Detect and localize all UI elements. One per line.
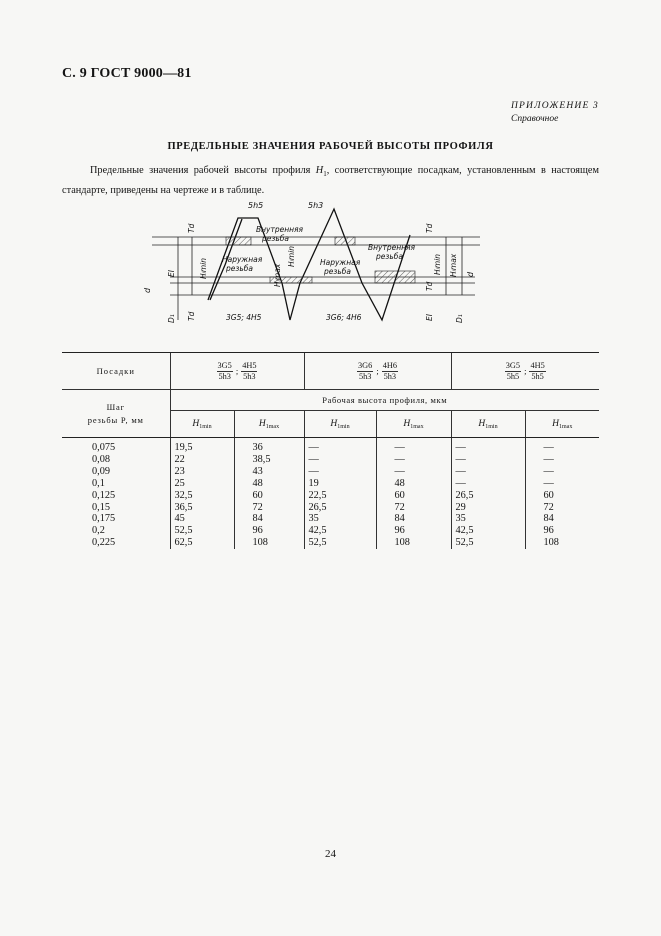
page-number: 24 [325, 848, 336, 860]
intro-paragraph [62, 163, 599, 198]
value-cell: 52,5 [304, 537, 376, 549]
hatched-area-right-top [335, 237, 355, 245]
value-cell: — [525, 454, 599, 466]
external-thread-label-left-2: резьба [226, 264, 254, 273]
td-label-right: Td [425, 223, 434, 233]
value-cell: — [376, 454, 451, 466]
pitch-label-line1: Шаг [106, 401, 125, 412]
fit-numerator: 4H5 [530, 360, 545, 370]
value-cell: 36 [234, 438, 304, 454]
thread-profile-drawing [130, 195, 490, 330]
value-cell: — [525, 438, 599, 454]
internal-thread-label-right: Внутренняя [368, 243, 416, 252]
value-cell: 19 [304, 478, 376, 490]
d1-label-left: D₁ [167, 314, 176, 323]
value-cell: — [451, 438, 525, 454]
value-cell: 23 [170, 466, 234, 478]
value-cell: 84 [234, 513, 304, 525]
value-cell: — [304, 466, 376, 478]
value-cell: — [304, 438, 376, 454]
value-cell: 60 [234, 490, 304, 502]
value-cell: — [451, 478, 525, 490]
fit-fraction [241, 361, 257, 382]
table-row [62, 490, 599, 502]
value-cell: — [451, 466, 525, 478]
col-h1min-1 [170, 411, 234, 438]
fit-label-top-left: 5h5 [248, 201, 264, 210]
working-height-label: Рабочая высота профиля, мкм [170, 390, 599, 411]
fits-label: Посадки [62, 353, 170, 390]
intro-text-start: Предельные значения рабочей высоты профиля [90, 165, 316, 176]
fit-group-2: $\frac{3G6}{5h3}$ ; $\frac{4H6}{5h3}$ [304, 353, 451, 390]
col-subscript: 1min [337, 423, 350, 430]
pitch-cell: 0,2 [92, 525, 105, 537]
fit-denominator: 5h3 [218, 371, 231, 381]
td1-label-left: Td [187, 311, 196, 321]
pitch-cell: 0,08 [92, 453, 111, 465]
d-label-left: d [143, 287, 152, 293]
fit-numerator: 3G5 [217, 360, 232, 370]
pitch-cell: 0,1 [92, 477, 105, 489]
fit-fraction [357, 361, 373, 382]
table-row [62, 454, 599, 466]
fit-label-bottom-right: 3G6; 4H6 [326, 313, 362, 322]
hmin-label-mid: Hₗmin [287, 245, 296, 267]
col-h1min-3 [451, 411, 525, 438]
d-label-right: d [466, 271, 475, 277]
col-symbol: H [403, 418, 411, 429]
col-h1max-3 [525, 411, 599, 438]
internal-thread-label-right-2: резьба [376, 252, 404, 261]
working-height-table [62, 352, 599, 549]
value-cell: 72 [525, 502, 599, 514]
value-cell: 26,5 [304, 502, 376, 514]
appendix-number: ПРИЛОЖЕНИЕ 3 [510, 101, 599, 111]
col-subscript: 1max [265, 423, 280, 430]
col-symbol: H [478, 418, 486, 429]
value-cell: 26,5 [451, 490, 525, 502]
fit-label-bottom-left: 3G5; 4H5 [226, 313, 262, 322]
value-cell: 96 [376, 525, 451, 537]
intro-symbol: H [315, 165, 324, 176]
pitch-label [62, 390, 170, 438]
table-row [62, 438, 599, 454]
intro-symbol-sub: 1 [323, 170, 327, 179]
value-cell: 72 [376, 502, 451, 514]
value-cell: 19,5 [170, 438, 234, 454]
fit-denominator: 5h5 [506, 371, 520, 381]
fit-fraction [217, 361, 233, 382]
table-row [62, 478, 599, 490]
fit-numerator: 4H6 [382, 360, 397, 370]
hatched-area-right-bottom [375, 271, 415, 283]
value-cell: 42,5 [451, 525, 525, 537]
value-cell: 84 [525, 513, 599, 525]
value-cell: 60 [525, 490, 599, 502]
value-cell: 96 [525, 525, 599, 537]
fit-label-top-right: 5h3 [308, 201, 324, 210]
fit-fraction [382, 361, 398, 382]
internal-thread-label-left-2: резьба [262, 234, 290, 243]
col-subscript: 1max [410, 423, 424, 430]
pitch-cell: 0,09 [92, 465, 111, 477]
value-cell: — [525, 466, 599, 478]
col-symbol: H [330, 418, 338, 429]
page-header: С. 9 ГОСТ 9000—81 [62, 66, 192, 81]
hmin-label-right: Hₗmin [433, 253, 442, 275]
value-cell: 36,5 [170, 502, 234, 514]
value-cell: 52,5 [170, 525, 234, 537]
value-cell: 22 [170, 454, 234, 466]
table-header-fits [62, 353, 599, 390]
td1-label-right: Td [425, 281, 434, 291]
appendix-label [511, 100, 599, 126]
col-symbol: H [192, 418, 200, 429]
value-cell: 32,5 [170, 490, 234, 502]
external-thread-label-right: Наружная [320, 258, 361, 267]
pitch-cell: 0,225 [92, 537, 116, 549]
internal-thread-label-left: Внутренняя [256, 225, 304, 234]
d1-label-right: D₁ [455, 314, 464, 323]
pitch-cell: 0,175 [92, 513, 116, 525]
fit-numerator: 4H5 [242, 360, 257, 370]
col-symbol: H [258, 418, 266, 429]
value-cell: 35 [304, 513, 376, 525]
pitch-label-line2: резьбы P, мм [87, 414, 144, 425]
value-cell: 42,5 [304, 525, 376, 537]
value-cell: 48 [234, 478, 304, 490]
value-cell: 43 [234, 466, 304, 478]
table-row [62, 525, 599, 537]
intro-text-end: , соответствующие посадкам, установленным в настоящем стандарте, приведены на чертеже и в таблице. [62, 165, 599, 196]
value-cell: — [376, 466, 451, 478]
external-thread-label-right-2: резьба [324, 267, 352, 276]
fit-group-1: $\frac{3G5}{5h3}$ ; $\frac{4H5}{5h3}$ [170, 353, 304, 390]
value-cell: 45 [170, 513, 234, 525]
value-cell: 108 [525, 537, 599, 549]
ei-label-right: EI [425, 314, 434, 321]
table-header-working-height [62, 390, 599, 411]
table-row [62, 537, 599, 549]
table-row [62, 502, 599, 514]
fit-fraction [505, 361, 521, 382]
value-cell: — [525, 478, 599, 490]
hatched-area-left-top [226, 237, 251, 245]
hmax-label-left: Hₗmax [273, 263, 282, 287]
value-cell: — [451, 454, 525, 466]
value-cell: 108 [376, 537, 451, 549]
value-cell: 22,5 [304, 490, 376, 502]
value-cell: 108 [234, 537, 304, 549]
td-label-left: Td [187, 223, 196, 233]
value-cell: 62,5 [170, 537, 234, 549]
external-thread-label-left: Наружная [222, 255, 263, 264]
value-cell: 84 [376, 513, 451, 525]
value-cell: 35 [451, 513, 525, 525]
table-row [62, 513, 599, 525]
col-h1min-2 [304, 411, 376, 438]
fit-numerator: 3G5 [505, 360, 521, 370]
pitch-cell: 0,125 [92, 489, 116, 501]
fit-denominator: 5h3 [243, 371, 256, 381]
col-h1max-2 [376, 411, 451, 438]
pitch-cell: 0,15 [92, 501, 111, 513]
col-subscript: 1min [485, 423, 498, 430]
fit-denominator: 5h3 [358, 371, 372, 381]
value-cell: — [304, 454, 376, 466]
hmax-label-right: Hₗmax [449, 253, 458, 277]
value-cell: 96 [234, 525, 304, 537]
fit-fraction [529, 361, 545, 382]
col-h1max-1 [234, 411, 304, 438]
fit-group-3: $\frac{3G5}{5h5}$ ; $\frac{4H5}{5h5}$ [451, 353, 599, 390]
value-cell: 38,5 [234, 454, 304, 466]
value-cell: — [376, 438, 451, 454]
value-cell: 29 [451, 502, 525, 514]
fit-denominator: 5h3 [383, 371, 397, 381]
value-cell: 60 [376, 490, 451, 502]
value-cell: 72 [234, 502, 304, 514]
fit-numerator: 3G6 [358, 360, 373, 370]
value-cell: 52,5 [451, 537, 525, 549]
value-cell: 25 [170, 478, 234, 490]
value-cell: 48 [376, 478, 451, 490]
fit-denominator: 5h5 [531, 371, 544, 381]
col-symbol: H [552, 418, 560, 429]
appendix-type: Справочное [510, 114, 559, 124]
pitch-cell: 0,075 [92, 442, 116, 453]
hmin-label-left: Hₗmin [199, 257, 208, 279]
table-row [62, 466, 599, 478]
ei-label-left: EI [167, 270, 176, 277]
section-title: ПРЕДЕЛЬНЫЕ ЗНАЧЕНИЯ РАБОЧЕЙ ВЫСОТЫ ПРОФИЛЯ [167, 141, 494, 152]
col-subscript: 1min [199, 423, 212, 430]
col-subscript: 1max [559, 423, 573, 430]
